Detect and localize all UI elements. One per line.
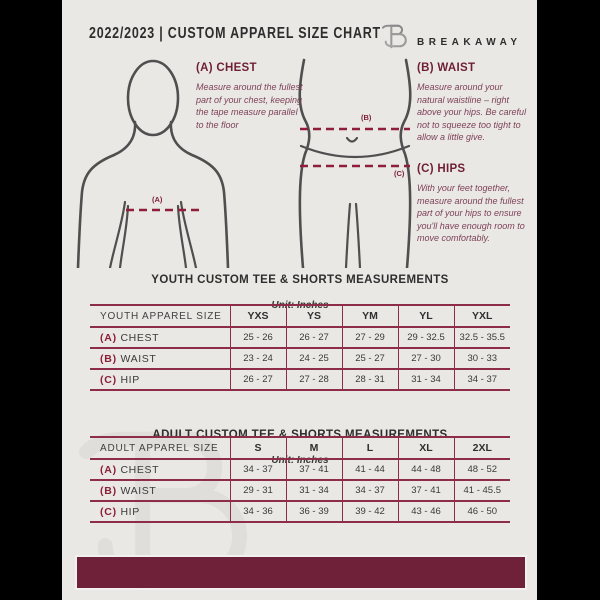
cell: 26 - 27 (286, 327, 342, 348)
adult-hip-row (90, 501, 510, 522)
adult-col-s: S (230, 437, 286, 459)
chest-heading: (A) CHEST (196, 62, 257, 74)
cell: 41 - 45.5 (454, 480, 510, 501)
adult-waist-row (90, 480, 510, 501)
adult-header-label: ADULT APPAREL SIZE (100, 442, 219, 454)
cell: 43 - 46 (398, 501, 454, 522)
cell: 23 - 24 (230, 348, 286, 369)
row-prefix: (A) (100, 331, 117, 344)
youth-size-table (90, 304, 510, 391)
row-prefix: (C) (100, 505, 117, 518)
cell: 27 - 30 (398, 348, 454, 369)
waist-body-text: Measure around your natural waistline – right above your hips. Be careful not to squeeze too tight to allow a little give. (417, 82, 527, 143)
adult-chest-row (90, 459, 510, 480)
cell: 37 - 41 (398, 480, 454, 501)
cell: 36 - 39 (286, 501, 342, 522)
row-prefix: (B) (100, 484, 117, 497)
adult-col-m: M (286, 437, 342, 459)
row-name: WAIST (116, 484, 157, 497)
adult-col-xl: XL (398, 437, 454, 459)
adult-section-title: ADULT CUSTOM TEE & SHORTS MEASUREMENTS (152, 429, 448, 441)
cell: 46 - 50 (454, 501, 510, 522)
hips-heading: (C) HIPS (417, 163, 466, 175)
cell: 24 - 25 (286, 348, 342, 369)
row-name: CHEST (116, 463, 160, 476)
row-name: WAIST (116, 352, 157, 365)
hips-instructions (417, 163, 535, 245)
adult-col-2xl: 2XL (454, 437, 510, 459)
cell: 31 - 34 (286, 480, 342, 501)
cell: 34 - 37 (342, 480, 398, 501)
adult-col-l: L (342, 437, 398, 459)
cell: 26 - 27 (230, 369, 286, 390)
cell: 27 - 28 (286, 369, 342, 390)
youth-unit-label: Unit: Inches (271, 300, 329, 311)
youth-header-label: YOUTH APPAREL SIZE (100, 310, 222, 322)
cell: 39 - 42 (342, 501, 398, 522)
cell: 27 - 29 (342, 327, 398, 348)
cell: 34 - 37 (230, 459, 286, 480)
waist-heading: (B) WAIST (417, 62, 476, 74)
row-name: HIP (116, 505, 140, 518)
footer-bar (75, 555, 527, 590)
cell: 28 - 31 (342, 369, 398, 390)
adult-unit-label: Unit: Inches (271, 455, 329, 466)
chest-instructions (196, 62, 304, 131)
cell: 41 - 44 (342, 459, 398, 480)
youth-col-ys: YS (286, 305, 342, 327)
youth-header-row (90, 305, 510, 327)
page-title: 2022/2023 | CUSTOM APPAREL SIZE CHART (89, 25, 381, 42)
youth-hip-row (90, 369, 510, 390)
row-prefix: (A) (100, 463, 117, 476)
youth-col-yxs: YXS (230, 305, 286, 327)
breakaway-logo-icon (382, 21, 410, 56)
youth-chest-row (90, 327, 510, 348)
cell: 31 - 34 (398, 369, 454, 390)
youth-waist-row (90, 348, 510, 369)
cell: 29 - 32.5 (398, 327, 454, 348)
cell: 34 - 37 (454, 369, 510, 390)
cell: 25 - 27 (342, 348, 398, 369)
adult-size-table (90, 436, 510, 523)
cell: 44 - 48 (398, 459, 454, 480)
hips-line-label: (C) (394, 169, 405, 178)
row-name: HIP (116, 373, 140, 386)
cell: 37 - 41 (286, 459, 342, 480)
brand-name: BREAKAWAY (417, 37, 522, 48)
hips-body-text: With your feet together, measure around the fullest part of your hips to ensure you'll have enough room to move comfortably. (417, 183, 525, 244)
cell: 25 - 26 (230, 327, 286, 348)
youth-section-title: YOUTH CUSTOM TEE & SHORTS MEASUREMENTS (151, 274, 449, 286)
youth-col-yl: YL (398, 305, 454, 327)
lower-body-figure (290, 58, 420, 268)
lower-body-outline-icon (290, 58, 420, 268)
cell: 48 - 52 (454, 459, 510, 480)
youth-col-ym: YM (342, 305, 398, 327)
row-prefix: (C) (100, 373, 117, 386)
chest-line-label: (A) (152, 195, 163, 204)
youth-col-yxl: YXL (454, 305, 510, 327)
size-chart-page (62, 0, 537, 600)
cell: 34 - 36 (230, 501, 286, 522)
cell: 32.5 - 35.5 (454, 327, 510, 348)
waist-instructions (417, 62, 529, 144)
adult-header-row (90, 437, 510, 459)
cell: 30 - 33 (454, 348, 510, 369)
row-prefix: (B) (100, 352, 117, 365)
row-name: CHEST (116, 331, 160, 344)
cell: 29 - 31 (230, 480, 286, 501)
chest-body-text: Measure around the fullest part of your chest, keeping the tape measure parallel to the floor (196, 82, 303, 130)
brand-block (382, 21, 522, 56)
waist-line-label: (B) (361, 113, 372, 122)
